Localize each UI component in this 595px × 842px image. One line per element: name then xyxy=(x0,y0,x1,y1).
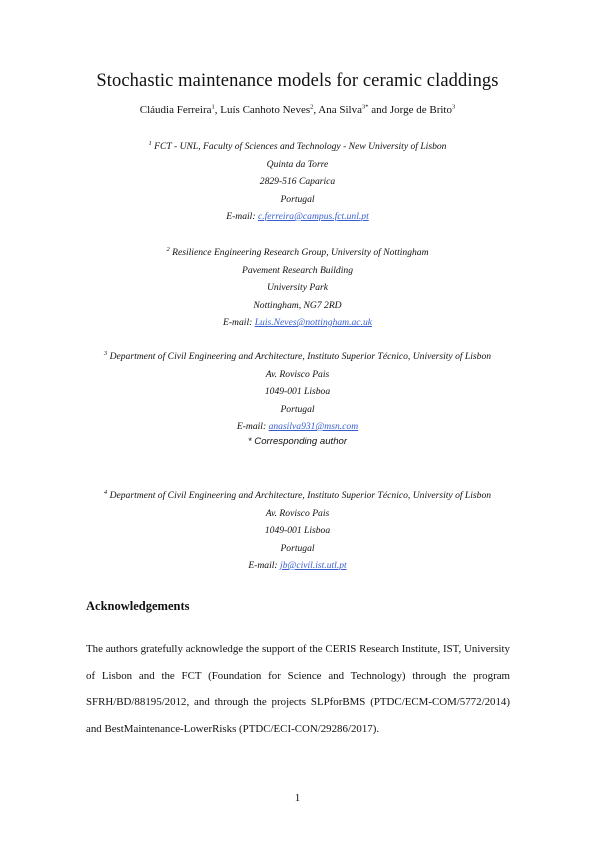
author-separator: , xyxy=(313,104,319,116)
affiliation-line: $^2$ Resilience Engineering Research Group, University of Nottingham xyxy=(166,245,429,258)
affiliation-line: Av. Rovisco Pais xyxy=(265,507,330,519)
author-affiliation-mark: 2 xyxy=(310,103,314,111)
affiliation-line: Quinta da Torre xyxy=(266,158,329,170)
affiliation-mark: 4 xyxy=(103,488,108,496)
affiliation-line: Av. Rovisco Pais xyxy=(265,368,330,380)
email-link[interactable]: c.ferreira@campus.fct.unl.pt xyxy=(257,211,369,222)
affiliation-line: 1049-001 Lisboa xyxy=(264,386,331,397)
paragraph-line: SFRH/BD/88195/2012, and through the projects SLPforBMS (PTDC/ECM-COM/5772/2014) xyxy=(86,696,510,708)
author-list xyxy=(0,104,595,116)
paragraph-line: The authors gratefully acknowledge the support of the CERIS Research Institute, IST, University xyxy=(86,643,510,655)
affiliation-block xyxy=(0,138,595,226)
author-name: Luís Canhoto Neves xyxy=(220,104,311,116)
paper-title: Stochastic maintenance models for ceramic claddings xyxy=(96,71,499,91)
affiliation-mark: 1 xyxy=(148,139,152,147)
acknowledgements-heading: Acknowledgements xyxy=(86,599,190,613)
email-link[interactable]: anasilva931@msn.com xyxy=(268,421,359,432)
affiliation-line: 2829-516 Caparica xyxy=(259,176,336,187)
paragraph-line: and BestMaintenance-LowerRisks (PTDC/ECI-CON/29286/2017). xyxy=(86,722,380,735)
author-affiliation-mark: 1 xyxy=(211,103,215,111)
affiliation-line: $^3$ Department of Civil Engineering and Architecture, Instituto Superior Técnico, University of Lisbon xyxy=(103,349,492,362)
author-name: Ana Silva xyxy=(318,104,362,116)
affiliation-block xyxy=(0,244,595,332)
affiliation-email-line: E-mail: jb@civil.ist.utl.pt xyxy=(248,560,347,571)
affiliation-line: Nottingham, NG7 2RD xyxy=(253,299,342,311)
affiliation-email-line: E-mail: anasilva931@msn.com xyxy=(236,421,359,432)
affiliation-line: Pavement Research Building xyxy=(241,264,353,276)
author-separator: and xyxy=(368,104,390,116)
affiliation-mark: 2 xyxy=(166,245,170,253)
email-link[interactable]: jb@civil.ist.utl.pt xyxy=(280,560,347,571)
author-separator: , xyxy=(214,104,221,116)
author-affiliation-mark: 3 xyxy=(451,103,456,111)
affiliation-block xyxy=(0,348,595,436)
affiliation-email-line: E-mail: c.ferreira@campus.fct.unl.pt xyxy=(226,211,369,222)
affiliation-line: University Park xyxy=(266,282,328,293)
affiliation-line: Portugal xyxy=(280,542,315,554)
email-link[interactable]: Luis.Neves@nottingham.ac.uk xyxy=(254,317,372,328)
author-affiliation-mark: 3* xyxy=(361,103,369,111)
affiliation-email-line: E-mail: Luis.Neves@nottingham.ac.uk xyxy=(223,317,372,328)
affiliation-mark: 3 xyxy=(103,349,108,357)
corresponding-author-note: * Corresponding author xyxy=(247,436,348,447)
paragraph-line: of Lisbon and the FCT (Foundation for Science and Technology) through the program xyxy=(86,669,510,682)
affiliation-line: Portugal xyxy=(280,403,315,415)
acknowledgements-paragraph xyxy=(86,636,510,742)
page-number: 1 xyxy=(294,792,301,804)
affiliation-line: Portugal xyxy=(280,193,315,205)
affiliation-block xyxy=(0,487,595,575)
affiliation-line: 1049-001 Lisboa xyxy=(264,525,331,536)
author-name: Cláudia Ferreira xyxy=(139,104,212,116)
affiliation-line: $^1$ FCT - UNL, Faculty of Sciences and Technology - New University of Lisbon xyxy=(148,139,447,152)
affiliation-line: $^4$ Department of Civil Engineering and Architecture, Instituto Superior Técnico, University of Lisbon xyxy=(103,488,492,501)
author-name: Jorge de Brito xyxy=(389,104,452,116)
